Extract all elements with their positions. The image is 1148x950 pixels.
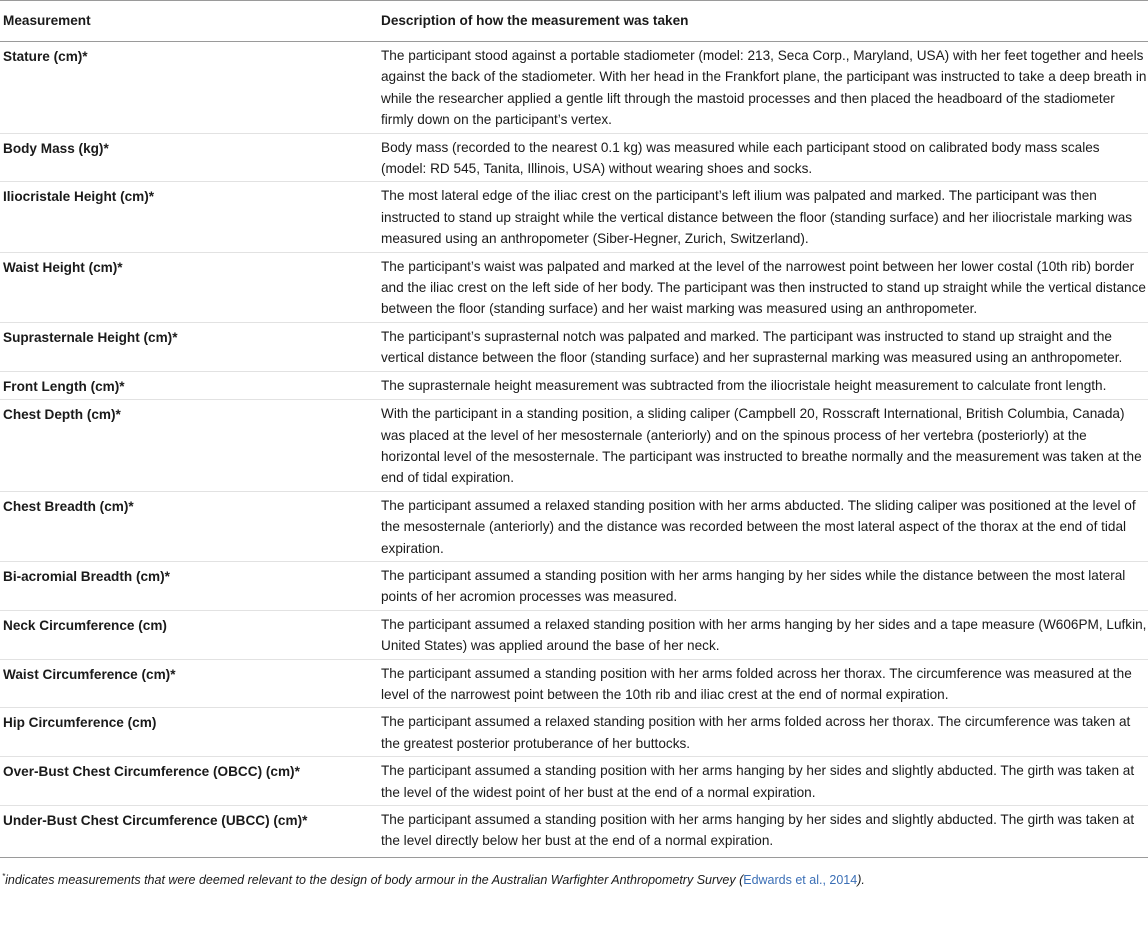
measurement-description: The participant’s waist was palpated and marked at the level of the narrowest point between her lower costal (10th rib) border and the iliac crest on the left side of her body. The participant was then instructed to stand up straight while the vertical distance between the floor (standing surface) and her waist marking was measured using an anthropometer. bbox=[381, 252, 1148, 322]
table-footnote bbox=[0, 858, 1148, 889]
measurement-description: The participant assumed a relaxed standing position with her arms hanging by her sides and a tape measure (W606PM, Lufkin, United States) was applied around the base of her neck. bbox=[381, 610, 1148, 659]
measurement-description: The participant assumed a relaxed standing position with her arms folded across her thorax. The circumference was taken at the greatest posterior protuberance of her buttocks. bbox=[381, 708, 1148, 757]
measurement-name: Chest Breadth (cm)* bbox=[0, 491, 381, 561]
table-row bbox=[0, 610, 1148, 659]
table-row bbox=[0, 806, 1148, 858]
measurement-name: Chest Depth (cm)* bbox=[0, 400, 381, 492]
measurement-description: The participant assumed a standing position with her arms hanging by her sides and slightly abducted. The girth was taken at the level of the widest point of her bust at the end of a normal expiration. bbox=[381, 757, 1148, 806]
measurement-description: The suprasternale height measurement was subtracted from the iliocristale height measurement to calculate front length. bbox=[381, 371, 1148, 399]
measurement-name: Suprasternale Height (cm)* bbox=[0, 322, 381, 371]
measurement-name: Waist Height (cm)* bbox=[0, 252, 381, 322]
measurement-name: Hip Circumference (cm) bbox=[0, 708, 381, 757]
measurement-name: Front Length (cm)* bbox=[0, 371, 381, 399]
header-description: Description of how the measurement was taken bbox=[381, 1, 1148, 42]
measurement-description: With the participant in a standing position, a sliding caliper (Campbell 20, Rosscraft International, British Columbia, Canada) was placed at the level of her mesosternale (anteriorly) and on the spinous process of her vertebra (posteriorly) at the horizontal level of the mesosternale. The participant was instructed to breathe normally and the measurement was taken at the end of tidal expiration. bbox=[381, 400, 1148, 492]
measurement-description: The participant assumed a standing position with her arms folded across her thorax. The circumference was measured at the level of the narrowest point between the 10th rib and iliac crest at the end of normal expiration. bbox=[381, 659, 1148, 708]
table-row bbox=[0, 182, 1148, 252]
table-row bbox=[0, 708, 1148, 757]
table-row bbox=[0, 133, 1148, 182]
table-row bbox=[0, 757, 1148, 806]
table-row bbox=[0, 400, 1148, 492]
measurement-name: Stature (cm)* bbox=[0, 42, 381, 134]
measurement-name: Bi-acromial Breadth (cm)* bbox=[0, 561, 381, 610]
header-measurement: Measurement bbox=[0, 1, 381, 42]
table-row bbox=[0, 659, 1148, 708]
table-row bbox=[0, 42, 1148, 134]
footnote-citation-link[interactable]: Edwards et al., 2014 bbox=[743, 872, 858, 887]
measurement-name: Neck Circumference (cm) bbox=[0, 610, 381, 659]
table-row bbox=[0, 252, 1148, 322]
measurement-description: The participant stood against a portable stadiometer (model: 213, Seca Corp., Maryland, USA) with her feet together and heels against the back of the stadiometer. With her head in the Frankfort plane, the participant was instructed to take a deep breath in while the researcher applied a gentle lift through the mastoid processes and then placed the headboard of the stadiometer firmly down on the participant’s vertex. bbox=[381, 42, 1148, 134]
table-header-row bbox=[0, 1, 1148, 42]
measurement-description: The participant assumed a standing position with her arms hanging by her sides while the distance between the most lateral points of her acromion processes was measured. bbox=[381, 561, 1148, 610]
footnote-text: indicates measurements that were deemed relevant to the design of body armour in the Australian Warfighter Anthropometry Survey ( bbox=[5, 872, 744, 887]
measurement-name: Waist Circumference (cm)* bbox=[0, 659, 381, 708]
table-body bbox=[0, 42, 1148, 858]
measurement-description: Body mass (recorded to the nearest 0.1 kg) was measured while each participant stood on calibrated body mass scales (model: RD 545, Tanita, Illinois, USA) without wearing shoes and socks. bbox=[381, 133, 1148, 182]
measurement-description: The participant assumed a relaxed standing position with her arms abducted. The sliding caliper was positioned at the level of the mesosternale (anteriorly) and the distance was recorded between the most lateral aspect of the thorax at the end of tidal expiration. bbox=[381, 491, 1148, 561]
measurement-name: Over-Bust Chest Circumference (OBCC) (cm)* bbox=[0, 757, 381, 806]
table-row bbox=[0, 371, 1148, 399]
table-row bbox=[0, 561, 1148, 610]
measurement-description: The participant’s suprasternal notch was palpated and marked. The participant was instructed to stand up straight and the vertical distance between the floor (standing surface) and her suprasternal marking was measured using an anthropometer. bbox=[381, 322, 1148, 371]
table-row bbox=[0, 322, 1148, 371]
measurement-name: Under-Bust Chest Circumference (UBCC) (cm)* bbox=[0, 806, 381, 858]
measurement-description: The participant assumed a standing position with her arms hanging by her sides and slightly abducted. The girth was taken at the level directly below her bust at the end of a normal expiration. bbox=[381, 806, 1148, 858]
measurement-name: Iliocristale Height (cm)* bbox=[0, 182, 381, 252]
footnote-closing: ). bbox=[857, 872, 865, 887]
footnote-marker: * bbox=[2, 871, 6, 881]
measurement-name: Body Mass (kg)* bbox=[0, 133, 381, 182]
measurement-description: The most lateral edge of the iliac crest on the participant’s left ilium was palpated and marked. The participant was then instructed to stand up straight while the vertical distance between the floor (standing surface) and her iliocristale marking was measured using an anthropometer (Siber-Hegner, Zurich, Switzerland). bbox=[381, 182, 1148, 252]
table-row bbox=[0, 491, 1148, 561]
